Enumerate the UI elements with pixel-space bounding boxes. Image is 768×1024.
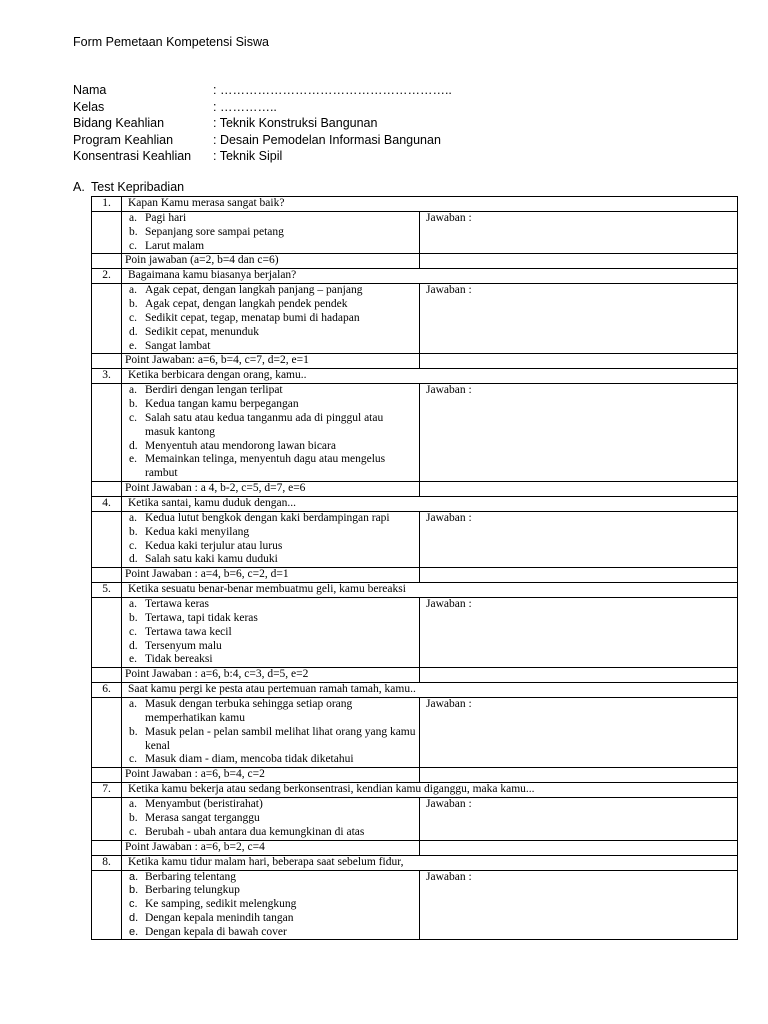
option-item [125, 871, 416, 885]
option-letter: c. [129, 825, 137, 838]
options-row [92, 598, 738, 668]
points-text: Point Jawaban : a=6, b=2, c=4 [122, 840, 420, 855]
option-item [125, 326, 416, 340]
question-row [92, 496, 738, 511]
answer-cell[interactable] [420, 511, 738, 567]
points-text: Point Jawaban: a=6, b=4, c=7, d=2, e=1 [122, 354, 420, 369]
identity-fields [73, 82, 452, 165]
question-text: Bagaimana kamu biasanya berjalan? [122, 269, 738, 284]
identity-value: : ……………………………………………….. [213, 83, 452, 97]
option-text: Larut malam [145, 239, 205, 252]
question-text: Ketika santai, kamu duduk dengan... [122, 496, 738, 511]
options-cell [122, 284, 420, 354]
question-row [92, 269, 738, 284]
question-row [92, 783, 738, 798]
option-list [125, 598, 416, 667]
identity-row [73, 115, 452, 132]
option-letter: c. [129, 239, 137, 252]
option-letter: a. [129, 598, 137, 611]
options-cell [122, 511, 420, 567]
answer-cell[interactable] [420, 284, 738, 354]
option-letter: e. [129, 925, 139, 938]
option-text: Berbaring telentang [145, 870, 237, 883]
identity-value: : Desain Pemodelan Informasi Bangunan [213, 132, 441, 147]
options-cell [122, 598, 420, 668]
option-item [125, 298, 416, 312]
option-text: Salah satu atau kedua tanganmu ada di pinggul atau masuk kantong [145, 411, 384, 438]
options-row [92, 212, 738, 254]
identity-value: : Teknik Konstruksi Bangunan [213, 116, 378, 130]
empty-cell [420, 568, 738, 583]
answer-label: Jawaban : [426, 598, 472, 611]
option-text: Masuk dengan terbuka sehingga setiap orang memperhatikan kamu [145, 698, 353, 724]
option-list [125, 871, 416, 940]
points-row [92, 668, 738, 683]
option-letter: d. [129, 911, 139, 924]
option-item [125, 226, 416, 240]
points-row [92, 481, 738, 496]
empty-cell [92, 870, 122, 940]
points-text: Point Jawaban : a=6, b=4, c=2 [122, 768, 420, 783]
identity-label: Kelas [73, 99, 105, 114]
identity-label: Nama [73, 83, 107, 97]
empty-cell [420, 840, 738, 855]
option-text: Agak cepat, dengan langkah pendek pendek [145, 298, 348, 311]
option-text: Tertawa tawa kecil [145, 625, 232, 638]
identity-value: : Teknik Sipil [213, 149, 283, 163]
option-item [125, 884, 416, 898]
option-letter: a. [129, 511, 137, 524]
option-item [125, 526, 416, 540]
option-letter: e. [129, 339, 137, 352]
options-cell [122, 698, 420, 768]
option-text: Agak cepat, dengan langkah panjang – panjang [145, 284, 363, 297]
answer-cell[interactable] [420, 698, 738, 768]
answer-label: Jawaban : [426, 870, 472, 883]
identity-value: : ………….. [213, 99, 277, 114]
option-letter: d. [129, 553, 138, 566]
empty-cell [92, 481, 122, 496]
empty-cell [420, 254, 738, 269]
option-letter: d. [129, 639, 138, 652]
question-text: Ketika berbicara dengan orang, kamu.. [122, 369, 738, 384]
options-row [92, 511, 738, 567]
option-letter: b. [129, 611, 138, 624]
option-letter: b. [129, 398, 138, 411]
points-text: Poin jawaban (a=2, b=4 dan c=6) [122, 254, 420, 269]
option-letter: a. [129, 698, 137, 711]
question-number: 4. [92, 496, 122, 511]
option-text: Berbaring telungkup [145, 884, 240, 897]
option-text: Berubah - ubah antara dua kemungkinan di atas [145, 825, 365, 838]
option-item [125, 826, 416, 840]
empty-cell [92, 254, 122, 269]
option-text: Merasa sangat terganggu [145, 811, 260, 824]
empty-cell [92, 768, 122, 783]
section-heading [73, 180, 184, 194]
answer-cell[interactable] [420, 598, 738, 668]
points-text: Point Jawaban : a 4, b-2, c=5, d=7, e=6 [122, 481, 420, 496]
identity-row [73, 132, 452, 149]
option-letter: a. [129, 870, 139, 883]
option-item [125, 626, 416, 640]
option-text: Dengan kepala di bawah cover [145, 925, 287, 938]
option-item [125, 653, 416, 667]
option-text: Tidak bereaksi [145, 653, 213, 666]
option-item [125, 412, 416, 440]
identity-label: Konsentrasi Keahlian [73, 149, 192, 163]
option-text: Sepanjang sore sampai petang [145, 225, 284, 238]
option-item [125, 598, 416, 612]
option-text: Tersenyum malu [145, 639, 222, 652]
option-item [125, 453, 416, 481]
identity-row [73, 99, 452, 116]
option-text: Menyambut (beristirahat) [145, 798, 263, 811]
answer-label: Jawaban : [426, 511, 472, 524]
option-text: Dengan kepala menindih tangan [145, 911, 294, 924]
option-item [125, 726, 416, 754]
option-item [125, 398, 416, 412]
question-text: Saat kamu pergi ke pesta atau pertemuan ramah tamah, kamu.. [122, 683, 738, 698]
option-item [125, 553, 416, 567]
option-text: Kedua kaki terjulur atau lurus [145, 539, 283, 552]
option-text: Kedua tangan kamu berpegangan [145, 398, 299, 411]
question-row [92, 369, 738, 384]
option-letter: c. [129, 311, 137, 324]
option-text: Kedua lutut bengkok dengan kaki berdampingan rapi [145, 511, 390, 524]
empty-cell [92, 568, 122, 583]
section-letter: A. [73, 180, 85, 194]
option-letter: d. [129, 439, 138, 452]
question-number: 8. [92, 855, 122, 870]
answer-label: Jawaban : [426, 212, 472, 224]
option-letter: b. [129, 811, 138, 824]
option-letter: b. [129, 884, 139, 897]
question-row [92, 855, 738, 870]
option-item [125, 384, 416, 398]
options-row [92, 384, 738, 482]
empty-cell [92, 840, 122, 855]
question-text: Ketika kamu tidur malam hari, beberapa saat sebelum fidur, [122, 855, 738, 870]
option-letter: c. [129, 898, 138, 911]
option-list [125, 284, 416, 353]
identity-label: Program Keahlian [73, 132, 174, 147]
option-letter: c. [129, 753, 137, 766]
empty-cell [420, 354, 738, 369]
section-title: Test Kepribadian [91, 180, 185, 194]
option-item [125, 240, 416, 254]
points-text: Point Jawaban : a=4, b=6, c=2, d=1 [122, 568, 420, 583]
answer-label: Jawaban : [426, 384, 472, 397]
option-text: Pagi hari [145, 212, 187, 224]
option-text: Tertawa keras [145, 598, 210, 611]
empty-cell [92, 212, 122, 254]
question-number: 3. [92, 369, 122, 384]
question-row [92, 197, 738, 212]
option-item [125, 698, 416, 726]
option-item [125, 612, 416, 626]
points-row [92, 840, 738, 855]
personality-test-table [91, 196, 738, 940]
option-text: Sangat lambat [145, 339, 211, 352]
answer-label: Jawaban : [426, 284, 472, 297]
answer-cell[interactable] [420, 384, 738, 482]
points-text: Point Jawaban : a=6, b:4, c=3, d=5, e=2 [122, 668, 420, 683]
empty-cell [420, 668, 738, 683]
option-letter: a. [129, 212, 137, 224]
answer-cell[interactable] [420, 798, 738, 840]
option-letter: a. [129, 384, 137, 397]
empty-cell [92, 698, 122, 768]
options-cell [122, 212, 420, 254]
options-cell [122, 798, 420, 840]
empty-cell [92, 384, 122, 482]
options-row [92, 798, 738, 840]
question-number: 2. [92, 269, 122, 284]
question-text: Ketika kamu bekerja atau sedang berkonsentrasi, kendian kamu diganggu, maka kamu... [122, 783, 738, 798]
option-text: Ke samping, sedikit melengkung [145, 898, 297, 911]
option-item [125, 753, 416, 767]
options-row [92, 870, 738, 940]
option-item [125, 440, 416, 454]
option-list [125, 212, 416, 253]
option-item [125, 540, 416, 554]
options-row [92, 284, 738, 354]
options-cell [122, 384, 420, 482]
option-letter: a. [129, 284, 137, 297]
answer-cell[interactable] [420, 212, 738, 254]
option-item [125, 812, 416, 826]
points-row [92, 254, 738, 269]
answer-label: Jawaban : [426, 698, 472, 711]
option-item [125, 898, 416, 912]
option-letter: c. [129, 411, 137, 424]
option-letter: a. [129, 798, 137, 811]
option-letter: e. [129, 653, 137, 666]
option-text: Kedua kaki menyilang [145, 525, 250, 538]
option-text: Sedikit cepat, tegap, menatap bumi di hadapan [145, 311, 360, 324]
option-item [125, 912, 416, 926]
question-number: 5. [92, 583, 122, 598]
option-letter: b. [129, 725, 138, 738]
option-list [125, 798, 416, 839]
question-text: Kapan Kamu merasa sangat baik? [122, 197, 738, 212]
option-item [125, 284, 416, 298]
question-row [92, 583, 738, 598]
option-text: Sedikit cepat, menunduk [145, 325, 260, 338]
empty-cell [92, 598, 122, 668]
question-text: Ketika sesuatu benar-benar membuatmu geli, kamu bereaksi [122, 583, 738, 598]
options-row [92, 698, 738, 768]
empty-cell [420, 768, 738, 783]
option-item [125, 312, 416, 326]
option-list [125, 698, 416, 767]
empty-cell [420, 481, 738, 496]
option-list [125, 384, 416, 481]
answer-cell[interactable] [420, 870, 738, 940]
question-number: 7. [92, 783, 122, 798]
question-row [92, 683, 738, 698]
option-letter: c. [129, 539, 137, 552]
empty-cell [92, 668, 122, 683]
option-text: Menyentuh atau mendorong lawan bicara [145, 439, 336, 452]
options-cell [122, 870, 420, 940]
empty-cell [92, 798, 122, 840]
option-text: Tertawa, tapi tidak keras [145, 611, 258, 624]
option-letter: c. [129, 625, 137, 638]
empty-cell [92, 511, 122, 567]
option-text: Berdiri dengan lengan terlipat [145, 384, 283, 397]
option-list [125, 512, 416, 567]
option-letter: b. [129, 298, 138, 311]
option-text: Masuk diam - diam, mencoba tidak diketahui [145, 753, 354, 766]
page-title: Form Pemetaan Kompetensi Siswa [73, 35, 269, 49]
question-number: 6. [92, 683, 122, 698]
identity-label: Bidang Keahlian [73, 116, 165, 130]
question-number: 1. [92, 197, 122, 212]
points-row [92, 354, 738, 369]
option-text: Memainkan telinga, menyentuh dagu atau mengelus rambut [145, 453, 386, 480]
empty-cell [92, 284, 122, 354]
option-item [125, 512, 416, 526]
option-letter: e. [129, 453, 137, 466]
answer-label: Jawaban : [426, 798, 472, 811]
identity-row [73, 148, 452, 165]
points-row [92, 568, 738, 583]
points-row [92, 768, 738, 783]
option-item [125, 340, 416, 354]
option-item [125, 926, 416, 940]
option-item [125, 798, 416, 812]
option-letter: b. [129, 525, 138, 538]
identity-row [73, 82, 452, 99]
option-letter: d. [129, 325, 138, 338]
option-text: Masuk pelan - pelan sambil melihat lihat orang yang kamu kenal [145, 725, 416, 752]
option-item [125, 640, 416, 654]
option-letter: b. [129, 225, 138, 238]
option-item [125, 212, 416, 226]
option-text: Salah satu kaki kamu duduki [145, 553, 278, 566]
empty-cell [92, 354, 122, 369]
